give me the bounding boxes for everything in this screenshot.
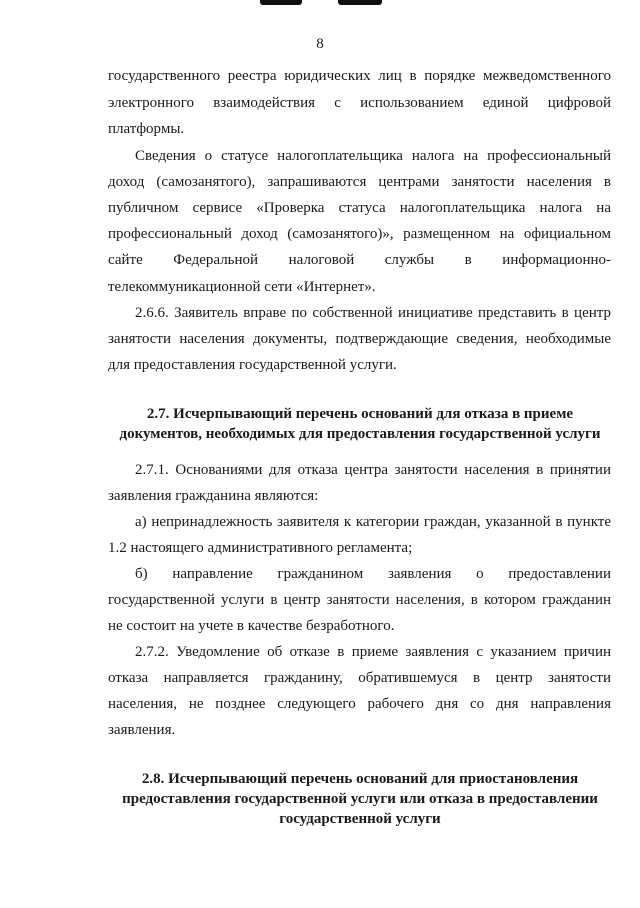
text-line: доход (самозанятого), запрашиваются центрами занятости населения в	[108, 174, 611, 190]
scan-mark-left	[260, 0, 302, 5]
text-line: Сведения о статусе налогоплательщика налога на профессиональный	[135, 148, 611, 164]
text-line: 1.2 настоящего административного регламента;	[108, 540, 413, 556]
text-line: профессиональный доход (самозанятого)», размещенном на официальном	[108, 226, 611, 242]
section-heading-2-8: предоставления государственной услуги или отказа в предоставлении	[122, 791, 598, 807]
text-line: 2.7.2. Уведомление об отказе в приеме заявления с указанием причин	[135, 644, 611, 660]
section-heading-2-8: государственной услуги	[279, 811, 441, 827]
text-line: 2.7.1. Основаниями для отказа центра занятости населения в принятии	[135, 462, 611, 478]
text-line: населения, не позднее следующего рабочего дня со дня направления	[108, 696, 611, 712]
text-line: электронного взаимодействия с использованием единой цифровой	[108, 95, 611, 111]
section-heading-2-7: документов, необходимых для предоставления государственной услуги	[119, 426, 601, 442]
section-heading-2-7: 2.7. Исчерпывающий перечень оснований для отказа в приеме	[146, 406, 574, 422]
text-line: государственного реестра юридических лиц в порядке межведомственного	[108, 68, 611, 84]
text-line: телекоммуникационной сети «Интернет».	[108, 279, 376, 295]
text-line: б) направление гражданином заявления о предоставлении	[135, 566, 611, 582]
text-line: государственной услуги в центр занятости населения, в котором гражданин	[108, 592, 611, 608]
page-number: 8	[316, 36, 324, 52]
text-line: публичном сервисе «Проверка статуса налогоплательщика налога на	[108, 200, 611, 216]
text-line: отказа направляется гражданину, обратившемуся в центр занятости	[108, 670, 611, 686]
text-line: заявления.	[108, 722, 176, 738]
text-line: заявления гражданина являются:	[108, 488, 319, 504]
text-line: сайте Федеральной налоговой службы в информационно-	[108, 252, 611, 268]
text-line: не состоит на учете в качестве безработного.	[108, 618, 395, 634]
text-line: 2.6.6. Заявитель вправе по собственной инициативе представить в центр	[135, 305, 611, 321]
scan-mark-right	[338, 0, 382, 5]
text-line: а) непринадлежность заявителя к категории граждан, указанной в пункте	[135, 514, 611, 530]
text-line: платформы.	[108, 121, 185, 137]
section-heading-2-8: 2.8. Исчерпывающий перечень оснований для приостановления	[141, 771, 579, 787]
text-line: для предоставления государственной услуги.	[108, 357, 397, 373]
text-line: занятости населения документы, подтверждающие сведения, необходимые	[108, 331, 611, 347]
